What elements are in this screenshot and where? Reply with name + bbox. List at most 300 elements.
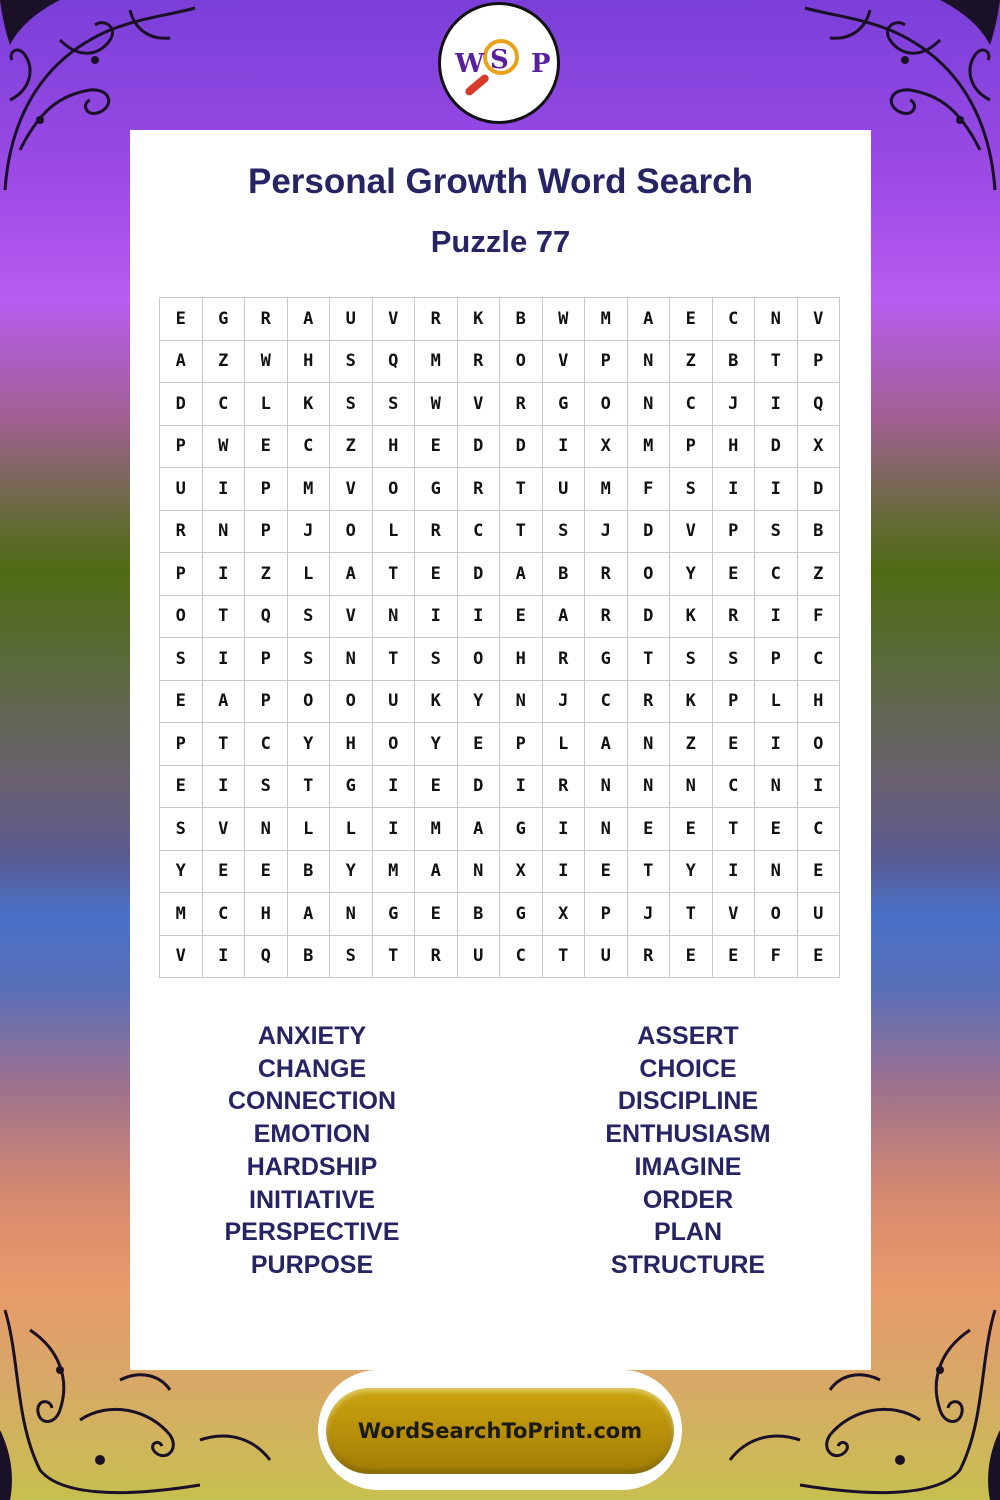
grid-cell: I — [797, 765, 840, 808]
word-item: IMAGINE — [634, 1152, 742, 1181]
grid-cell: H — [372, 425, 415, 468]
grid-cell: D — [500, 425, 543, 468]
word-item: CHANGE — [257, 1054, 367, 1083]
grid-cell: D — [457, 765, 500, 808]
grid-cell: S — [330, 383, 373, 426]
grid-cell: V — [542, 340, 585, 383]
grid-cell: M — [372, 850, 415, 893]
grid-cell: S — [160, 808, 203, 851]
grid-cell: J — [287, 510, 330, 553]
grid-cell: Q — [797, 383, 840, 426]
grid-cell: G — [372, 893, 415, 936]
grid-cell: T — [627, 638, 670, 681]
grid-row — [160, 935, 840, 978]
grid-cell: V — [457, 383, 500, 426]
grid-cell: J — [542, 680, 585, 723]
grid-cell: U — [585, 935, 628, 978]
grid-cell: E — [457, 723, 500, 766]
word-item: DISCIPLINE — [617, 1087, 759, 1116]
grid-cell: E — [755, 808, 798, 851]
grid-row — [160, 850, 840, 893]
grid-cell: S — [287, 595, 330, 638]
grid-cell: B — [457, 893, 500, 936]
grid-cell: P — [245, 680, 288, 723]
grid-cell: R — [415, 298, 458, 341]
grid-cell: R — [542, 638, 585, 681]
grid-cell: Q — [245, 595, 288, 638]
grid-cell: V — [797, 298, 840, 341]
grid-cell: C — [755, 553, 798, 596]
grid-cell: F — [627, 468, 670, 511]
grid-cell: O — [160, 595, 203, 638]
grid-cell: E — [670, 298, 713, 341]
grid-cell: C — [202, 383, 245, 426]
word-list-right — [538, 1020, 838, 1282]
grid-cell: I — [457, 595, 500, 638]
grid-cell: Z — [670, 723, 713, 766]
grid-cell: O — [500, 340, 543, 383]
grid-cell: W — [245, 340, 288, 383]
grid-cell: P — [585, 340, 628, 383]
grid-row — [160, 298, 840, 341]
grid-cell: T — [500, 510, 543, 553]
grid-cell: I — [202, 553, 245, 596]
grid-cell: U — [797, 893, 840, 936]
grid-cell: K — [287, 383, 330, 426]
logo-letter-p: P — [531, 49, 551, 79]
word-item: EMOTION — [253, 1120, 371, 1149]
grid-cell: P — [755, 638, 798, 681]
grid-cell: A — [202, 680, 245, 723]
footer-site-link[interactable]: WordSearchToPrint.com — [357, 1419, 643, 1443]
grid-cell: J — [585, 510, 628, 553]
grid-cell: R — [500, 383, 543, 426]
grid-cell: L — [330, 808, 373, 851]
grid-cell: K — [670, 680, 713, 723]
grid-cell: T — [372, 935, 415, 978]
grid-cell: V — [330, 595, 373, 638]
grid-cell: T — [500, 468, 543, 511]
grid-cell: D — [627, 595, 670, 638]
grid-cell: T — [202, 595, 245, 638]
grid-cell: J — [712, 383, 755, 426]
grid-cell: G — [542, 383, 585, 426]
grid-cell: J — [627, 893, 670, 936]
grid-cell: E — [500, 595, 543, 638]
grid-cell: C — [287, 425, 330, 468]
grid-cell: S — [670, 468, 713, 511]
grid-cell: M — [585, 298, 628, 341]
grid-cell: E — [712, 935, 755, 978]
grid-cell: N — [627, 340, 670, 383]
grid-cell: D — [627, 510, 670, 553]
footer-pill[interactable] — [326, 1388, 674, 1474]
letter-grid — [159, 297, 840, 978]
grid-cell: W — [542, 298, 585, 341]
grid-cell: S — [245, 765, 288, 808]
grid-cell: Y — [670, 850, 713, 893]
grid-cell: G — [415, 468, 458, 511]
grid-cell: D — [797, 468, 840, 511]
grid-cell: R — [627, 935, 670, 978]
grid-cell: M — [160, 893, 203, 936]
grid-cell: T — [202, 723, 245, 766]
grid-cell: V — [330, 468, 373, 511]
grid-cell: R — [245, 298, 288, 341]
grid-row — [160, 383, 840, 426]
grid-cell: R — [457, 340, 500, 383]
grid-cell: H — [797, 680, 840, 723]
grid-cell: X — [585, 425, 628, 468]
grid-cell: S — [755, 510, 798, 553]
grid-cell: U — [542, 468, 585, 511]
grid-row — [160, 553, 840, 596]
grid-cell: E — [712, 553, 755, 596]
grid-cell: H — [245, 893, 288, 936]
grid-cell: P — [500, 723, 543, 766]
grid-cell: S — [330, 935, 373, 978]
grid-cell: A — [585, 723, 628, 766]
grid-cell: X — [500, 850, 543, 893]
grid-cell: I — [202, 765, 245, 808]
grid-cell: N — [457, 850, 500, 893]
grid-cell: A — [500, 553, 543, 596]
word-item: ANXIETY — [257, 1022, 367, 1050]
word-list-left — [162, 1020, 462, 1282]
grid-cell: I — [542, 850, 585, 893]
grid-cell: I — [202, 935, 245, 978]
grid-row — [160, 680, 840, 723]
grid-cell: S — [670, 638, 713, 681]
grid-cell: G — [330, 765, 373, 808]
grid-row — [160, 510, 840, 553]
grid-cell: E — [415, 893, 458, 936]
grid-cell: E — [712, 723, 755, 766]
puzzle-title: Personal Growth Word Search — [247, 162, 754, 201]
grid-row — [160, 893, 840, 936]
grid-cell: T — [372, 638, 415, 681]
grid-cell: I — [542, 808, 585, 851]
grid-cell: Y — [670, 553, 713, 596]
grid-cell: T — [670, 893, 713, 936]
grid-cell: N — [627, 765, 670, 808]
grid-cell: O — [585, 383, 628, 426]
grid-row — [160, 468, 840, 511]
grid-cell: L — [755, 680, 798, 723]
grid-cell: P — [712, 510, 755, 553]
grid-cell: A — [627, 298, 670, 341]
grid-cell: U — [372, 680, 415, 723]
grid-cell: V — [160, 935, 203, 978]
grid-cell: Z — [670, 340, 713, 383]
word-item: ENTHUSIASM — [605, 1120, 771, 1149]
grid-cell: H — [500, 638, 543, 681]
grid-cell: O — [372, 723, 415, 766]
grid-cell: R — [585, 553, 628, 596]
grid-row — [160, 340, 840, 383]
grid-cell: R — [712, 595, 755, 638]
grid-row — [160, 425, 840, 468]
word-item: ASSERT — [637, 1022, 739, 1050]
grid-cell: H — [330, 723, 373, 766]
grid-cell: C — [797, 808, 840, 851]
grid-cell: L — [372, 510, 415, 553]
grid-cell: P — [160, 553, 203, 596]
grid-cell: T — [372, 553, 415, 596]
grid-cell: A — [287, 893, 330, 936]
grid-cell: E — [415, 765, 458, 808]
logo-letter-w: W — [455, 49, 485, 79]
grid-cell: Z — [330, 425, 373, 468]
grid-cell: I — [500, 765, 543, 808]
grid-cell: G — [202, 298, 245, 341]
grid-cell: C — [585, 680, 628, 723]
word-item: HARDSHIP — [246, 1152, 378, 1181]
grid-cell: B — [797, 510, 840, 553]
grid-cell: O — [797, 723, 840, 766]
grid-cell: L — [287, 553, 330, 596]
grid-cell: K — [457, 298, 500, 341]
grid-cell: N — [585, 808, 628, 851]
grid-cell: A — [287, 298, 330, 341]
grid-cell: N — [330, 893, 373, 936]
grid-cell: W — [415, 383, 458, 426]
grid-cell: E — [160, 680, 203, 723]
grid-cell: O — [330, 510, 373, 553]
grid-cell: A — [330, 553, 373, 596]
word-item: PERSPECTIVE — [224, 1218, 400, 1247]
grid-cell: P — [245, 510, 288, 553]
grid-cell: N — [245, 808, 288, 851]
grid-cell: X — [542, 893, 585, 936]
grid-cell: N — [627, 723, 670, 766]
grid-cell: T — [542, 935, 585, 978]
grid-cell: A — [415, 850, 458, 893]
grid-cell: A — [160, 340, 203, 383]
grid-cell: O — [755, 893, 798, 936]
grid-cell: P — [585, 893, 628, 936]
grid-cell: L — [542, 723, 585, 766]
wsp-logo — [438, 2, 560, 124]
grid-cell: I — [202, 468, 245, 511]
grid-cell: P — [160, 425, 203, 468]
grid-cell: R — [457, 468, 500, 511]
grid-cell: E — [202, 850, 245, 893]
grid-cell: Y — [287, 723, 330, 766]
grid-cell: O — [627, 553, 670, 596]
grid-cell: N — [372, 595, 415, 638]
grid-cell: S — [415, 638, 458, 681]
grid-cell: B — [712, 340, 755, 383]
grid-cell: N — [202, 510, 245, 553]
grid-row — [160, 595, 840, 638]
grid-cell: P — [245, 468, 288, 511]
grid-cell: E — [797, 850, 840, 893]
grid-cell: I — [415, 595, 458, 638]
grid-cell: I — [712, 468, 755, 511]
grid-cell: S — [542, 510, 585, 553]
grid-cell: E — [670, 935, 713, 978]
grid-cell: V — [202, 808, 245, 851]
grid-cell: I — [372, 808, 415, 851]
grid-cell: P — [712, 680, 755, 723]
grid-cell: C — [500, 935, 543, 978]
grid-row — [160, 638, 840, 681]
grid-cell: I — [755, 723, 798, 766]
word-item: PURPOSE — [250, 1250, 374, 1279]
grid-cell: X — [797, 425, 840, 468]
grid-cell: A — [542, 595, 585, 638]
word-item: INITIATIVE — [249, 1185, 375, 1214]
grid-cell: Y — [457, 680, 500, 723]
grid-cell: E — [415, 553, 458, 596]
grid-cell: A — [457, 808, 500, 851]
grid-row — [160, 765, 840, 808]
grid-cell: D — [755, 425, 798, 468]
grid-cell: S — [712, 638, 755, 681]
grid-cell: C — [670, 383, 713, 426]
grid-cell: S — [287, 638, 330, 681]
grid-cell: E — [245, 850, 288, 893]
grid-cell: C — [245, 723, 288, 766]
grid-cell: Z — [245, 553, 288, 596]
grid-cell: U — [160, 468, 203, 511]
grid-cell: E — [585, 850, 628, 893]
grid-cell: C — [457, 510, 500, 553]
grid-cell: C — [712, 765, 755, 808]
grid-cell: M — [415, 808, 458, 851]
grid-cell: I — [755, 595, 798, 638]
grid-cell: M — [627, 425, 670, 468]
grid-cell: E — [627, 808, 670, 851]
puzzle-card — [130, 130, 871, 1370]
grid-cell: H — [712, 425, 755, 468]
grid-cell: V — [372, 298, 415, 341]
grid-cell: F — [755, 935, 798, 978]
grid-cell: E — [245, 425, 288, 468]
grid-cell: G — [500, 808, 543, 851]
grid-cell: M — [585, 468, 628, 511]
grid-cell: N — [330, 638, 373, 681]
grid-cell: Y — [330, 850, 373, 893]
grid-cell: C — [797, 638, 840, 681]
grid-cell: Y — [415, 723, 458, 766]
grid-cell: K — [415, 680, 458, 723]
grid-cell: E — [797, 935, 840, 978]
grid-cell: Q — [245, 935, 288, 978]
grid-cell: M — [415, 340, 458, 383]
grid-cell: I — [712, 850, 755, 893]
grid-cell: N — [500, 680, 543, 723]
grid-cell: G — [585, 638, 628, 681]
grid-cell: P — [160, 723, 203, 766]
grid-cell: E — [160, 298, 203, 341]
grid-cell: P — [670, 425, 713, 468]
grid-cell: B — [287, 850, 330, 893]
grid-cell: B — [287, 935, 330, 978]
grid-cell: N — [627, 383, 670, 426]
grid-cell: N — [585, 765, 628, 808]
grid-cell: U — [330, 298, 373, 341]
grid-cell: K — [670, 595, 713, 638]
grid-cell: T — [287, 765, 330, 808]
grid-cell: P — [245, 638, 288, 681]
grid-row — [160, 723, 840, 766]
grid-cell: D — [457, 553, 500, 596]
grid-cell: E — [415, 425, 458, 468]
grid-cell: G — [500, 893, 543, 936]
grid-cell: B — [542, 553, 585, 596]
grid-cell: Q — [372, 340, 415, 383]
grid-cell: N — [755, 850, 798, 893]
grid-cell: C — [712, 298, 755, 341]
puzzle-number: Puzzle 77 — [430, 224, 571, 259]
grid-cell: M — [287, 468, 330, 511]
grid-cell: P — [797, 340, 840, 383]
grid-cell: I — [202, 638, 245, 681]
grid-cell: I — [755, 468, 798, 511]
grid-cell: V — [712, 893, 755, 936]
grid-cell: Z — [797, 553, 840, 596]
grid-cell: T — [627, 850, 670, 893]
grid-cell: F — [797, 595, 840, 638]
grid-cell: R — [627, 680, 670, 723]
grid-cell: O — [457, 638, 500, 681]
grid-cell: R — [415, 935, 458, 978]
grid-cell: O — [287, 680, 330, 723]
grid-cell: N — [755, 298, 798, 341]
grid-row — [160, 808, 840, 851]
grid-cell: L — [245, 383, 288, 426]
logo-letter-s: S — [490, 45, 509, 75]
grid-cell: V — [670, 510, 713, 553]
grid-cell: S — [160, 638, 203, 681]
grid-cell: N — [670, 765, 713, 808]
grid-cell: S — [330, 340, 373, 383]
word-item: PLAN — [653, 1218, 723, 1247]
word-item: CHOICE — [639, 1054, 737, 1083]
grid-cell: T — [712, 808, 755, 851]
grid-cell: Y — [160, 850, 203, 893]
grid-cell: O — [372, 468, 415, 511]
grid-cell: B — [500, 298, 543, 341]
grid-cell: N — [755, 765, 798, 808]
word-item: STRUCTURE — [610, 1250, 766, 1279]
grid-cell: I — [755, 383, 798, 426]
grid-cell: H — [287, 340, 330, 383]
grid-cell: W — [202, 425, 245, 468]
grid-cell: E — [670, 808, 713, 851]
grid-cell: U — [457, 935, 500, 978]
grid-cell: D — [160, 383, 203, 426]
footer-badge — [318, 1370, 682, 1490]
grid-cell: I — [542, 425, 585, 468]
word-item: CONNECTION — [227, 1087, 397, 1116]
grid-cell: C — [202, 893, 245, 936]
grid-cell: I — [372, 765, 415, 808]
grid-cell: L — [287, 808, 330, 851]
word-item: ORDER — [642, 1185, 734, 1214]
grid-cell: T — [755, 340, 798, 383]
grid-cell: O — [330, 680, 373, 723]
grid-cell: R — [585, 595, 628, 638]
grid-cell: S — [372, 383, 415, 426]
grid-cell: R — [542, 765, 585, 808]
grid-cell: R — [415, 510, 458, 553]
grid-cell: Z — [202, 340, 245, 383]
grid-cell: R — [160, 510, 203, 553]
grid-cell: E — [160, 765, 203, 808]
